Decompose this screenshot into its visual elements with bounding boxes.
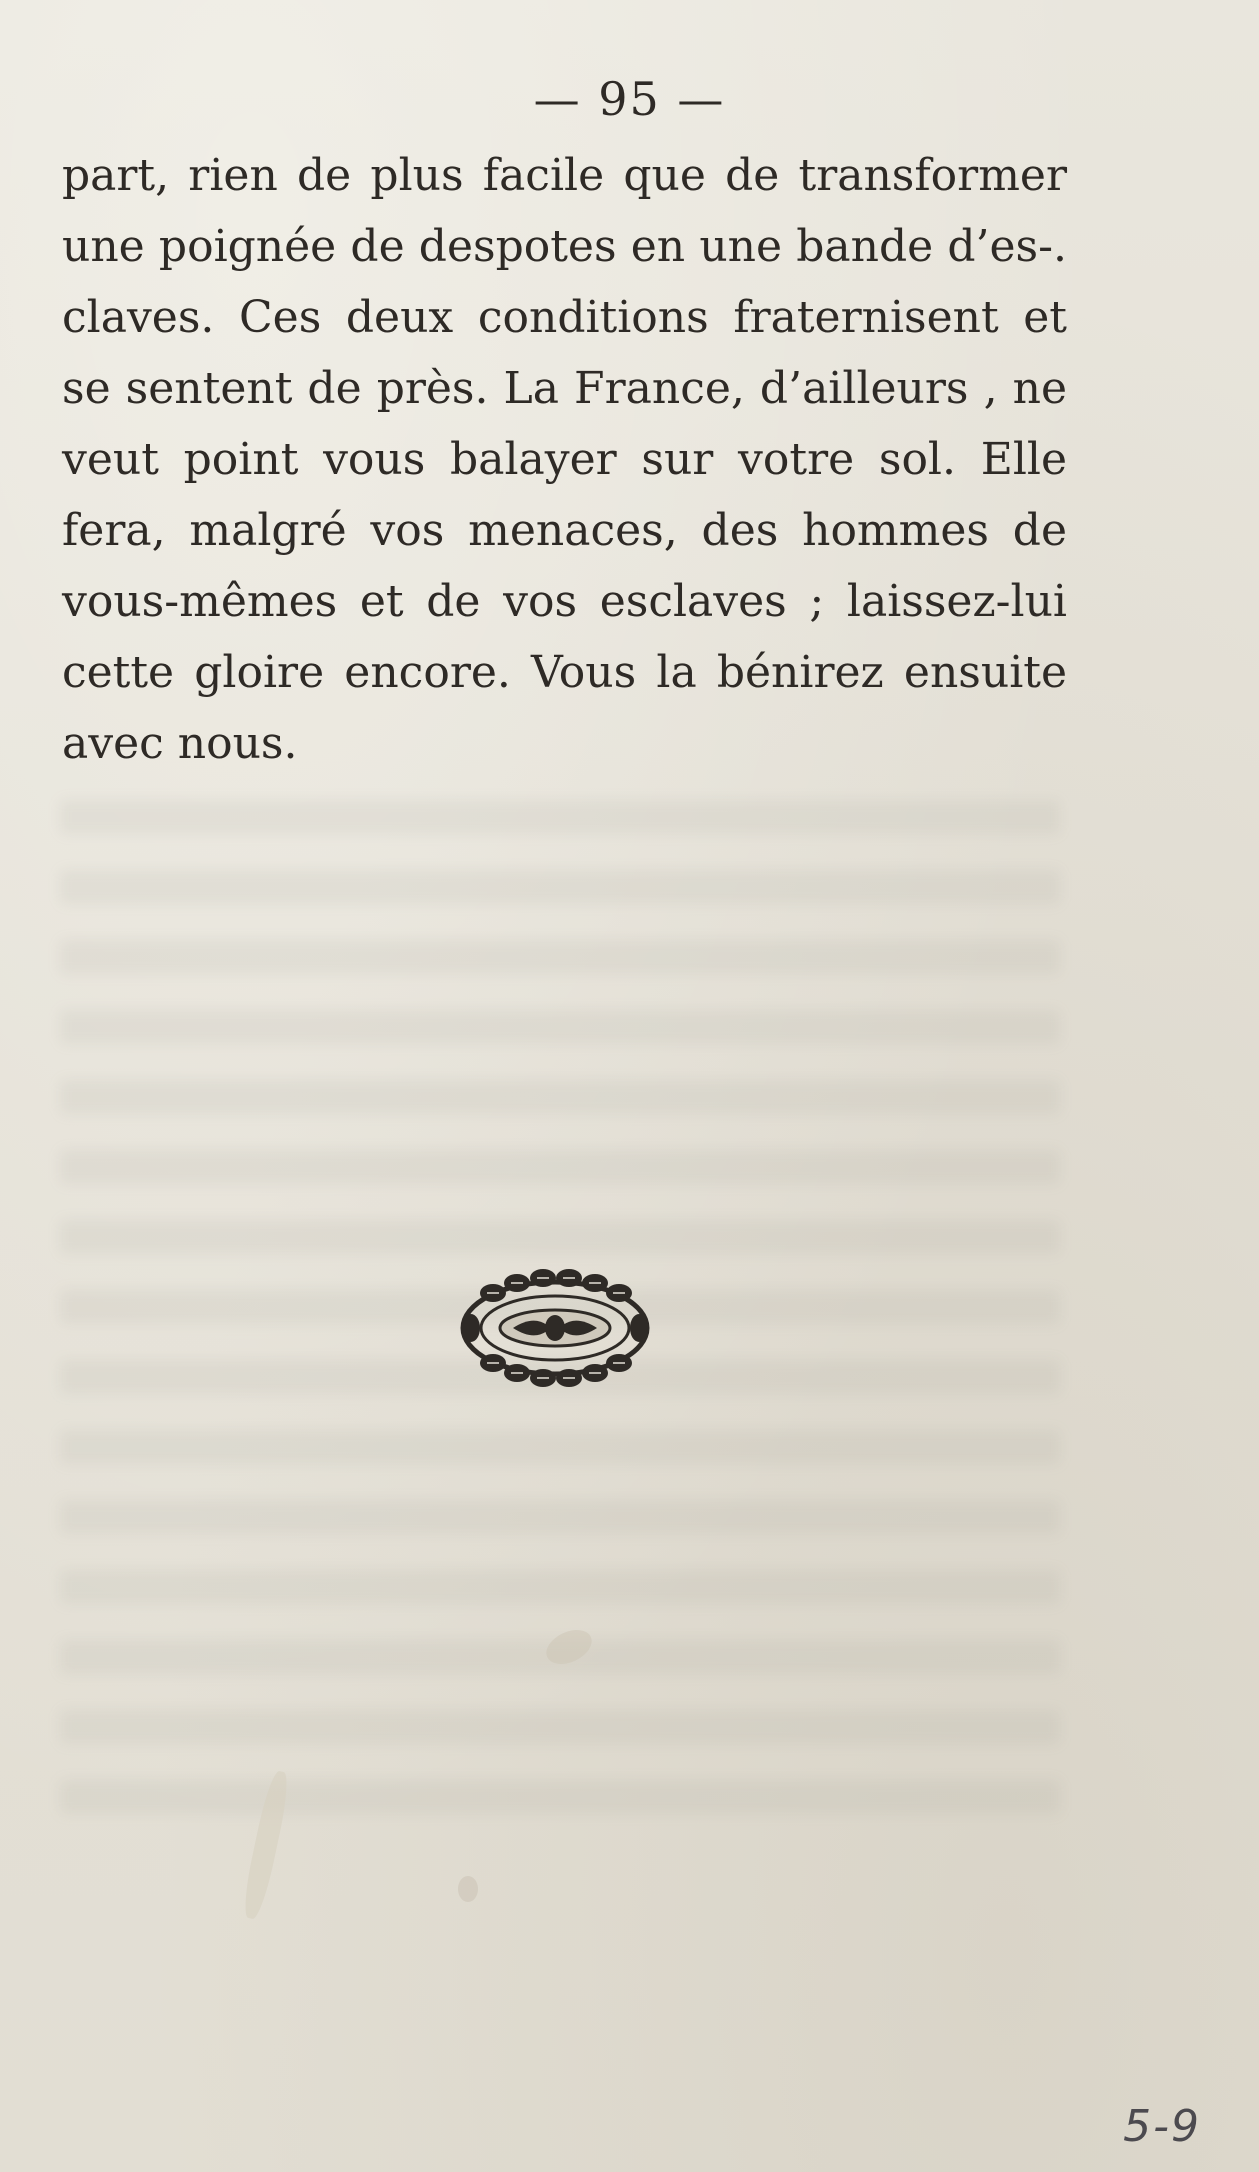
- text-line: veut point vous balayer sur votre sol. Elle: [62, 434, 1067, 485]
- fleuron-ornament-icon: [455, 1263, 655, 1393]
- text-line: se sentent de près. La France, d’ailleurs , ne: [62, 363, 1067, 414]
- text-line: une poignée de despotes en une bande d’es-.: [62, 221, 1067, 272]
- show-through: [60, 1010, 1060, 1044]
- show-through: [60, 1220, 1060, 1254]
- show-through: [60, 870, 1060, 904]
- show-through: [60, 1570, 1060, 1604]
- text-line: cette gloire encore. Vous la bénirez ensuite: [62, 647, 1067, 698]
- show-through: [60, 1080, 1060, 1114]
- show-through: [60, 1710, 1060, 1744]
- text-line: avec nous.: [62, 718, 298, 769]
- paper-stain: [458, 1876, 478, 1902]
- show-through: [60, 800, 1060, 834]
- text-line: fera, malgré vos menaces, des hommes de: [62, 505, 1067, 556]
- text-line: claves. Ces deux conditions fraternisent et: [62, 292, 1067, 343]
- text-line: vous-mêmes et de vos esclaves ; laissez-lui: [62, 576, 1067, 627]
- page-number: — 95 —: [533, 72, 726, 126]
- show-through: [60, 940, 1060, 974]
- show-through: [60, 1430, 1060, 1464]
- body-text: [62, 140, 1067, 779]
- text-line: part, rien de plus facile que de transformer: [62, 150, 1067, 201]
- show-through: [60, 1150, 1060, 1184]
- show-through: [60, 1500, 1060, 1534]
- library-mark: 5-9: [1123, 2101, 1201, 2152]
- show-through: [60, 1780, 1060, 1814]
